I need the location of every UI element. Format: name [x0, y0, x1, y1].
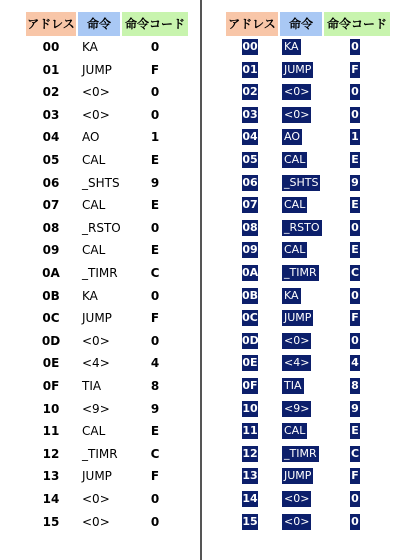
table-row-highlighted	[203, 59, 400, 82]
row-opcode-highlighted: 0	[351, 514, 359, 528]
row-instruction: _TIMR	[82, 446, 118, 461]
row-instruction-highlighted: _TIMR	[284, 446, 317, 460]
row-opcode: E	[150, 153, 160, 167]
header-instruction: 命令	[78, 12, 120, 36]
row-opcode-highlighted: 0	[351, 40, 359, 53]
row-address-highlighted: 0E	[242, 356, 258, 370]
row-address: 10	[42, 401, 60, 416]
row-address: 11	[42, 424, 60, 439]
row-opcode: F	[150, 469, 160, 484]
table-row	[0, 217, 196, 240]
table-row	[0, 194, 196, 217]
table-row	[0, 420, 196, 443]
table-row	[0, 59, 196, 82]
row-instruction-highlighted: <0>	[284, 85, 310, 99]
row-address-highlighted: 06	[242, 175, 258, 189]
row-opcode-highlighted: 4	[351, 356, 359, 370]
row-opcode: 9	[150, 175, 160, 190]
row-instruction-highlighted: CAL	[284, 198, 306, 212]
row-instruction: JUMP	[82, 62, 112, 77]
row-instruction-highlighted: KA	[284, 40, 299, 53]
row-opcode-highlighted: 0	[351, 85, 359, 99]
row-address: 04	[42, 130, 60, 145]
table-row-highlighted	[203, 465, 400, 488]
row-opcode: E	[150, 198, 160, 213]
table-row	[0, 81, 196, 104]
row-instruction-highlighted: <4>	[284, 356, 310, 370]
table-row	[0, 262, 196, 285]
row-address-highlighted: 0A	[242, 266, 259, 279]
table-row-highlighted	[203, 172, 400, 195]
row-address: 06	[42, 175, 60, 190]
row-address: 14	[42, 492, 60, 506]
row-opcode: F	[150, 62, 160, 77]
row-opcode-highlighted: 0	[351, 288, 359, 302]
row-opcode: 4	[150, 356, 160, 371]
table-row-highlighted	[203, 488, 400, 511]
row-opcode: 0	[150, 514, 160, 529]
row-opcode: E	[150, 424, 160, 439]
row-address: 15	[42, 514, 60, 529]
table-row-highlighted	[203, 443, 400, 466]
row-instruction-highlighted: AO	[284, 130, 300, 144]
table-row	[0, 172, 196, 195]
highlighted-table	[203, 0, 400, 560]
row-address-highlighted: 02	[242, 85, 258, 99]
row-instruction-highlighted: CAL	[284, 243, 306, 257]
table-row-highlighted	[203, 262, 400, 285]
row-instruction: JUMP	[82, 469, 112, 484]
row-address-highlighted: 13	[242, 469, 258, 483]
row-instruction: <0>	[82, 85, 110, 100]
row-address: 02	[42, 85, 60, 100]
header-address: アドレス	[26, 12, 76, 36]
row-instruction: _TIMR	[82, 266, 118, 280]
table-row-highlighted	[203, 352, 400, 375]
row-address: 0F	[42, 379, 60, 393]
table-row	[0, 330, 196, 353]
row-address-highlighted: 08	[242, 220, 258, 234]
table-row-highlighted	[203, 217, 400, 240]
row-address-highlighted: 00	[242, 40, 258, 53]
row-instruction: KA	[82, 40, 98, 54]
row-address-highlighted: 11	[242, 424, 258, 438]
row-opcode: 0	[150, 492, 160, 506]
table-row-highlighted	[203, 398, 400, 421]
row-instruction: <9>	[82, 401, 110, 416]
row-address: 12	[42, 446, 60, 461]
header-address-right: アドレス	[226, 12, 278, 36]
row-instruction-highlighted: <0>	[284, 492, 310, 505]
row-opcode-highlighted: F	[351, 311, 359, 325]
row-instruction-highlighted: <0>	[284, 333, 310, 347]
row-address-highlighted: 07	[242, 198, 258, 212]
table-row	[0, 398, 196, 421]
table-row-highlighted	[203, 511, 400, 534]
row-instruction-highlighted: <9>	[284, 401, 310, 415]
row-address: 0D	[41, 333, 61, 348]
row-opcode: 1	[150, 130, 160, 145]
table-row-highlighted	[203, 285, 400, 308]
table-row-highlighted	[203, 126, 400, 149]
table-row	[0, 488, 196, 511]
row-opcode-highlighted: F	[351, 62, 359, 76]
table-row	[0, 104, 196, 127]
row-address-highlighted: 10	[242, 401, 258, 415]
row-address: 0A	[42, 266, 60, 280]
table-row-highlighted	[203, 36, 400, 59]
row-address-highlighted: 09	[242, 243, 258, 257]
row-instruction: CAL	[82, 198, 106, 213]
table-row-highlighted	[203, 81, 400, 104]
row-opcode-highlighted: C	[350, 446, 360, 460]
row-address-highlighted: 12	[242, 446, 258, 460]
row-instruction: CAL	[82, 243, 106, 258]
row-opcode-highlighted: E	[351, 243, 359, 257]
row-instruction: <0>	[82, 514, 110, 529]
row-opcode-highlighted: 0	[351, 107, 359, 121]
row-instruction-highlighted: KA	[284, 288, 299, 302]
table-row-highlighted	[203, 104, 400, 127]
row-instruction: KA	[82, 288, 98, 303]
row-opcode-highlighted: 9	[351, 175, 359, 189]
row-instruction: CAL	[82, 153, 106, 167]
row-instruction: _RSTO	[82, 220, 121, 235]
row-opcode: 0	[150, 40, 160, 54]
row-instruction: AO	[82, 130, 100, 145]
row-opcode: 8	[150, 379, 160, 393]
row-opcode-highlighted: C	[350, 266, 360, 279]
row-address-highlighted: 01	[242, 62, 258, 76]
row-opcode: 0	[150, 288, 160, 303]
row-instruction-highlighted: CAL	[284, 424, 306, 438]
table-row-highlighted	[203, 420, 400, 443]
row-instruction-highlighted: JUMP	[284, 469, 312, 483]
row-instruction-highlighted: _SHTS	[284, 175, 319, 189]
row-instruction-highlighted: <0>	[284, 514, 310, 528]
row-opcode: 0	[150, 85, 160, 100]
table-row-highlighted	[203, 375, 400, 398]
row-opcode: 0	[150, 107, 160, 122]
row-address: 00	[42, 40, 60, 54]
row-instruction-highlighted: CAL	[284, 153, 306, 166]
row-opcode-highlighted: 8	[351, 379, 359, 392]
row-opcode: C	[150, 266, 160, 280]
table-row	[0, 285, 196, 308]
table-row-highlighted	[203, 307, 400, 330]
table-row	[0, 375, 196, 398]
header-opcode-right: 命令コード	[324, 12, 390, 36]
row-instruction-highlighted: JUMP	[284, 62, 312, 76]
row-address: 01	[42, 62, 60, 77]
row-instruction-highlighted: _RSTO	[284, 220, 320, 234]
table-row	[0, 239, 196, 262]
header-opcode: 命令コード	[122, 12, 188, 36]
row-opcode: F	[150, 311, 160, 326]
row-opcode-highlighted: E	[351, 424, 359, 438]
table-row	[0, 511, 196, 534]
row-instruction: _SHTS	[82, 175, 120, 190]
row-address-highlighted: 05	[242, 153, 258, 166]
row-instruction: <0>	[82, 333, 110, 348]
table-row	[0, 443, 196, 466]
table-row	[0, 126, 196, 149]
divider	[200, 0, 202, 560]
row-opcode-highlighted: 9	[351, 401, 359, 415]
header-instruction-right: 命令	[280, 12, 322, 36]
table-row-highlighted	[203, 149, 400, 172]
table-row-highlighted	[203, 330, 400, 353]
row-address-highlighted: 04	[242, 130, 258, 144]
row-opcode-highlighted: 1	[351, 130, 359, 144]
row-address: 08	[42, 220, 60, 235]
row-address: 13	[42, 469, 60, 484]
plain-table	[0, 0, 196, 560]
table-row-highlighted	[203, 239, 400, 262]
row-instruction: <4>	[82, 356, 110, 371]
row-opcode: 0	[150, 220, 160, 235]
row-instruction: <0>	[82, 107, 110, 122]
row-opcode-highlighted: 0	[351, 492, 359, 505]
row-address-highlighted: 0D	[242, 333, 259, 347]
table-row	[0, 465, 196, 488]
row-instruction-highlighted: TIA	[284, 379, 302, 392]
row-instruction-highlighted: _TIMR	[284, 266, 317, 279]
table-row	[0, 149, 196, 172]
table-row	[0, 352, 196, 375]
row-instruction: CAL	[82, 424, 106, 439]
row-address: 0B	[42, 288, 60, 303]
row-address-highlighted: 0C	[242, 311, 258, 325]
row-opcode-highlighted: 0	[351, 333, 359, 347]
row-address: 0E	[42, 356, 60, 371]
row-instruction-highlighted: JUMP	[284, 311, 312, 325]
row-address: 05	[42, 153, 60, 167]
row-opcode: E	[150, 243, 160, 258]
table-row-highlighted	[203, 194, 400, 217]
row-opcode: C	[150, 446, 160, 461]
row-address-highlighted: 03	[242, 107, 258, 121]
row-opcode: 9	[150, 401, 160, 416]
row-instruction: TIA	[82, 379, 102, 393]
row-instruction: JUMP	[82, 311, 112, 326]
row-opcode-highlighted: E	[351, 198, 359, 212]
row-instruction-highlighted: <0>	[284, 107, 310, 121]
row-opcode: 0	[150, 333, 160, 348]
row-address: 07	[42, 198, 60, 213]
row-opcode-highlighted: 0	[351, 220, 359, 234]
row-address: 09	[42, 243, 60, 258]
row-address: 03	[42, 107, 60, 122]
table-row	[0, 307, 196, 330]
row-address-highlighted: 15	[242, 514, 258, 528]
table-row	[0, 36, 196, 59]
row-address-highlighted: 0F	[242, 379, 258, 392]
row-address: 0C	[42, 311, 60, 326]
row-address-highlighted: 0B	[242, 288, 259, 302]
row-opcode-highlighted: F	[351, 469, 359, 483]
row-opcode-highlighted: E	[351, 153, 359, 166]
row-address-highlighted: 14	[242, 492, 258, 505]
row-instruction: <0>	[82, 492, 110, 506]
